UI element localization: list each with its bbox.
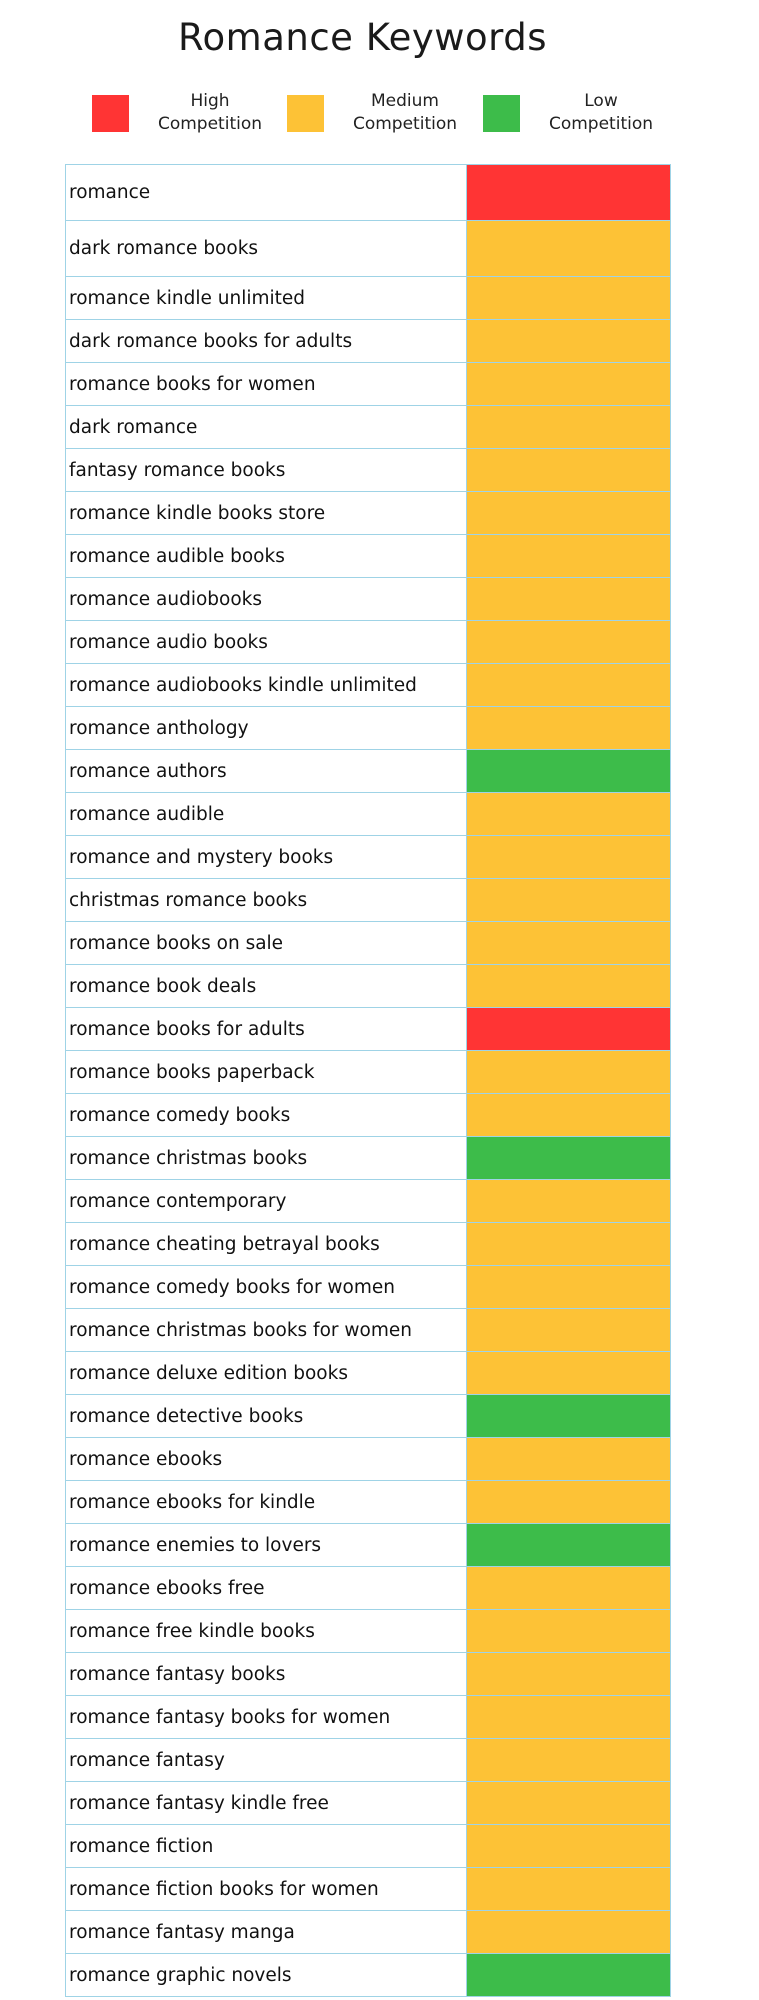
competition-cell-medium [467, 879, 671, 922]
keyword-cell: romance christmas books for women [66, 1309, 467, 1352]
competition-cell-low [467, 1954, 671, 1997]
table-row [66, 1481, 671, 1524]
table-row [66, 1137, 671, 1180]
competition-cell-medium [467, 578, 671, 621]
keyword-cell: romance fantasy books [66, 1653, 467, 1696]
table-row [66, 1223, 671, 1266]
competition-cell-medium [467, 1868, 671, 1911]
keyword-cell: romance fiction [66, 1825, 467, 1868]
table-row [66, 277, 671, 320]
keyword-cell: romance graphic novels [66, 1954, 467, 1997]
competition-cell-medium [467, 1438, 671, 1481]
table-row [66, 1094, 671, 1137]
competition-cell-high [467, 165, 671, 221]
competition-cell-medium [467, 221, 671, 277]
legend-label-medium [330, 90, 480, 136]
table-row [66, 1739, 671, 1782]
table-row [66, 664, 671, 707]
table-row [66, 535, 671, 578]
keyword-cell: dark romance books [66, 221, 467, 277]
table-row [66, 1309, 671, 1352]
competition-cell-medium [467, 1610, 671, 1653]
keyword-table-body [66, 165, 671, 1997]
keyword-cell: romance book deals [66, 965, 467, 1008]
competition-cell-medium [467, 406, 671, 449]
legend-swatch-medium [287, 95, 324, 132]
table-row [66, 1524, 671, 1567]
keyword-cell: romance ebooks [66, 1438, 467, 1481]
competition-cell-medium [467, 922, 671, 965]
competition-cell-low [467, 1395, 671, 1438]
table-row [66, 1653, 671, 1696]
keyword-cell: romance authors [66, 750, 467, 793]
table-row [66, 406, 671, 449]
competition-cell-medium [467, 621, 671, 664]
competition-cell-medium [467, 664, 671, 707]
legend [0, 88, 759, 148]
competition-cell-medium [467, 1567, 671, 1610]
table-row [66, 621, 671, 664]
table-row [66, 1008, 671, 1051]
competition-cell-medium [467, 707, 671, 750]
keyword-cell: romance books for adults [66, 1008, 467, 1051]
table-row [66, 221, 671, 277]
competition-cell-medium [467, 449, 671, 492]
table-row [66, 578, 671, 621]
competition-cell-medium [467, 1223, 671, 1266]
competition-cell-medium [467, 535, 671, 578]
competition-cell-medium [467, 1911, 671, 1954]
table-row [66, 836, 671, 879]
keyword-cell: romance fantasy manga [66, 1911, 467, 1954]
competition-cell-low [467, 1524, 671, 1567]
competition-cell-medium [467, 1825, 671, 1868]
keyword-cell: christmas romance books [66, 879, 467, 922]
competition-cell-medium [467, 1481, 671, 1524]
keyword-cell: romance enemies to lovers [66, 1524, 467, 1567]
table-row [66, 1051, 671, 1094]
keyword-cell: romance deluxe edition books [66, 1352, 467, 1395]
legend-swatch-high [92, 95, 129, 132]
table-row [66, 1180, 671, 1223]
keyword-cell: romance books paperback [66, 1051, 467, 1094]
keyword-cell: romance kindle unlimited [66, 277, 467, 320]
keyword-cell: romance audible books [66, 535, 467, 578]
competition-cell-medium [467, 320, 671, 363]
keyword-cell: romance audio books [66, 621, 467, 664]
competition-cell-medium [467, 793, 671, 836]
table-row [66, 165, 671, 221]
table-row [66, 750, 671, 793]
competition-cell-medium [467, 1352, 671, 1395]
competition-cell-low [467, 750, 671, 793]
keyword-cell: romance free kindle books [66, 1610, 467, 1653]
competition-cell-medium [467, 1653, 671, 1696]
keyword-cell: romance and mystery books [66, 836, 467, 879]
competition-cell-medium [467, 363, 671, 406]
table-row [66, 492, 671, 535]
legend-label-low [526, 90, 676, 136]
keyword-cell: romance cheating betrayal books [66, 1223, 467, 1266]
table-row [66, 707, 671, 750]
keyword-cell: romance kindle books store [66, 492, 467, 535]
legend-label-low-line1: Low [584, 91, 618, 111]
table-row [66, 449, 671, 492]
table-row [66, 1438, 671, 1481]
table-row [66, 879, 671, 922]
legend-label-medium-line1: Medium [371, 91, 439, 111]
keyword-cell: romance fiction books for women [66, 1868, 467, 1911]
competition-cell-high [467, 1008, 671, 1051]
table-row [66, 793, 671, 836]
competition-cell-medium [467, 1782, 671, 1825]
legend-label-medium-line2: Competition [352, 114, 458, 134]
keyword-cell: fantasy romance books [66, 449, 467, 492]
competition-cell-medium [467, 1309, 671, 1352]
keyword-cell: romance audible [66, 793, 467, 836]
keyword-cell: romance fantasy [66, 1739, 467, 1782]
keyword-cell: romance contemporary [66, 1180, 467, 1223]
keyword-cell: romance comedy books [66, 1094, 467, 1137]
legend-swatch-low [483, 95, 520, 132]
table-row [66, 1825, 671, 1868]
table-row [66, 1782, 671, 1825]
keyword-table-container [65, 164, 667, 1997]
keyword-cell: dark romance [66, 406, 467, 449]
keyword-cell: romance [66, 165, 467, 221]
table-row [66, 1696, 671, 1739]
competition-cell-medium [467, 1739, 671, 1782]
table-row [66, 1911, 671, 1954]
table-row [66, 1954, 671, 1997]
legend-label-high-line2: Competition [157, 114, 263, 134]
table-row [66, 1395, 671, 1438]
legend-label-high-line1: High [190, 91, 230, 111]
keyword-cell: romance christmas books [66, 1137, 467, 1180]
table-row [66, 1266, 671, 1309]
table-row [66, 320, 671, 363]
keyword-cell: romance books for women [66, 363, 467, 406]
keyword-cell: romance ebooks for kindle [66, 1481, 467, 1524]
table-row [66, 1352, 671, 1395]
keyword-cell: romance ebooks free [66, 1567, 467, 1610]
keyword-cell: romance fantasy kindle free [66, 1782, 467, 1825]
competition-cell-medium [467, 1180, 671, 1223]
competition-cell-medium [467, 965, 671, 1008]
competition-cell-medium [467, 1051, 671, 1094]
keyword-cell: romance anthology [66, 707, 467, 750]
table-row [66, 1868, 671, 1911]
competition-cell-medium [467, 1094, 671, 1137]
keyword-table [65, 164, 671, 1997]
competition-cell-low [467, 1137, 671, 1180]
table-row [66, 1567, 671, 1610]
keyword-cell: romance audiobooks kindle unlimited [66, 664, 467, 707]
competition-cell-medium [467, 277, 671, 320]
keyword-cell: dark romance books for adults [66, 320, 467, 363]
table-row [66, 363, 671, 406]
page-title: Romance Keywords [177, 16, 548, 59]
table-row [66, 1610, 671, 1653]
keyword-cell: romance audiobooks [66, 578, 467, 621]
table-row [66, 922, 671, 965]
keyword-cell: romance comedy books for women [66, 1266, 467, 1309]
competition-cell-medium [467, 492, 671, 535]
keyword-cell: romance detective books [66, 1395, 467, 1438]
keyword-cell: romance books on sale [66, 922, 467, 965]
keyword-cell: romance fantasy books for women [66, 1696, 467, 1739]
competition-cell-medium [467, 836, 671, 879]
legend-label-low-line2: Competition [548, 114, 654, 134]
legend-label-high [135, 90, 285, 136]
competition-cell-medium [467, 1266, 671, 1309]
competition-cell-medium [467, 1696, 671, 1739]
table-row [66, 965, 671, 1008]
